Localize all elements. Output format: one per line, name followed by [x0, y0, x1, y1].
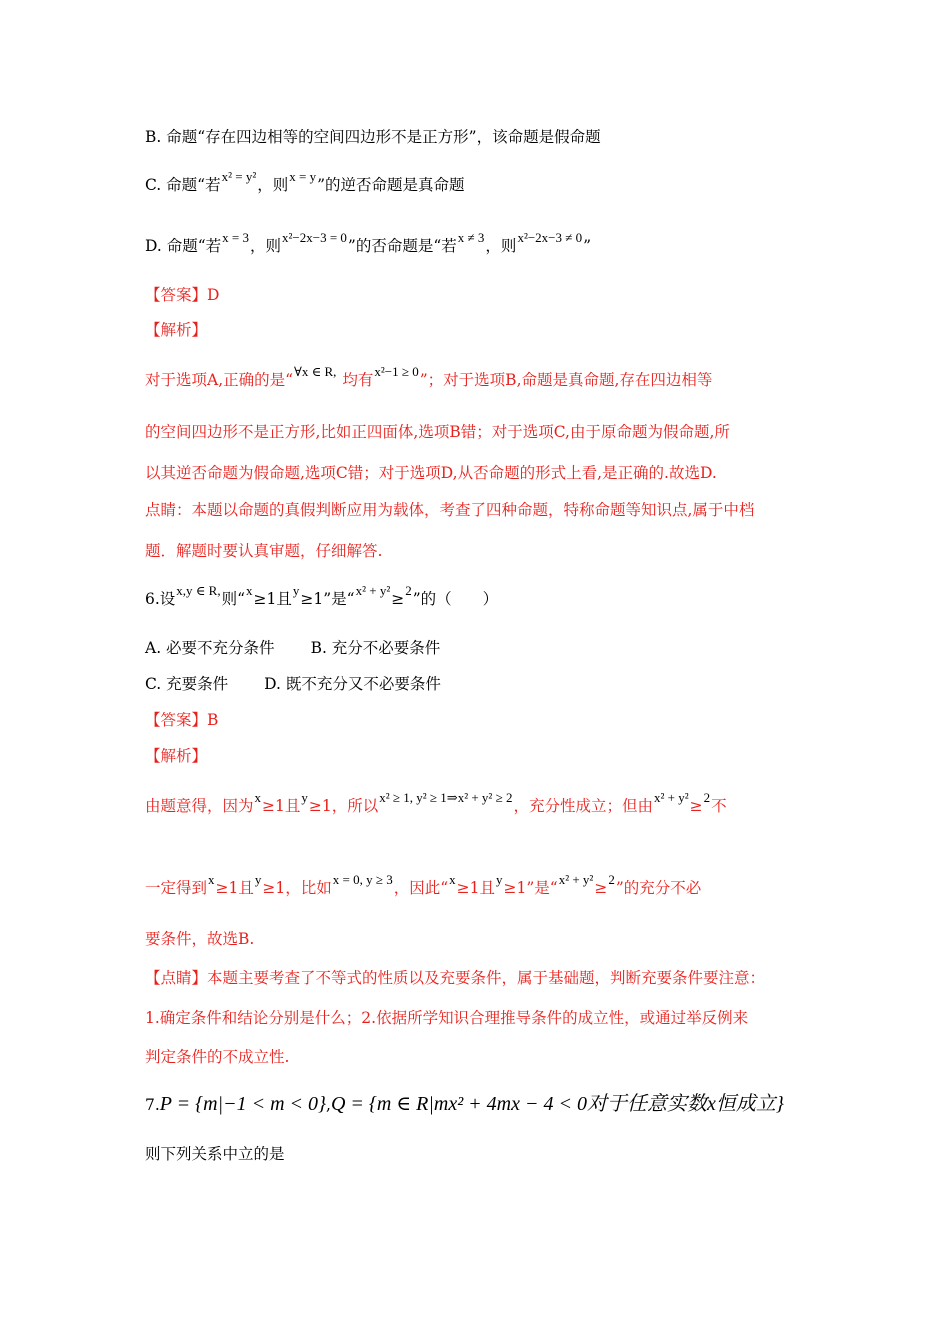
- text: ”的（ ）: [412, 590, 499, 608]
- text: ≥1”是“: [300, 590, 355, 608]
- math-formula: x: [246, 583, 253, 598]
- text: ≥: [594, 879, 608, 897]
- q6-option-a: A. 必要不充分条件: [145, 639, 275, 657]
- q6-answer: 【答案】B: [145, 711, 219, 729]
- text: 均有: [337, 371, 374, 389]
- text: C. 命题“若: [145, 176, 221, 194]
- math-formula: x: [449, 872, 456, 887]
- q5-analysis-line-2: 的空间四边形不是正方形,比如正四面体,选项B错；对于选项C,由于原命题为假命题,所: [145, 423, 730, 441]
- q5-answer: 【答案】D: [145, 286, 220, 304]
- text: ，则: [257, 176, 289, 194]
- math-formula: 2: [405, 583, 412, 598]
- text: ≥: [689, 797, 703, 815]
- text: 一定得到: [145, 879, 208, 897]
- q5-option-b: B. 命题“存在四边相等的空间四边形不是正方形”，该命题是假命题: [145, 128, 601, 146]
- math-formula: x,y ∈ R,: [176, 583, 221, 598]
- text: ，充分性成立；但由: [513, 797, 653, 815]
- q5-analysis-line-3: 以其逆否命题为假命题,选项C错；对于选项D,从否命题的形式上看,是正确的.故选D.: [145, 464, 717, 482]
- q6-comment-1: 【点睛】本题主要考查了不等式的性质以及充要条件，属于基础题，判断充要条件要注意：: [145, 969, 766, 987]
- math-formula: y: [496, 872, 503, 887]
- q5-comment-2: 题．解题时要认真审题，仔细解答.: [145, 542, 383, 560]
- text: ，因此“: [393, 879, 449, 897]
- math-formula: y: [254, 872, 262, 887]
- math-formula: y: [292, 583, 300, 598]
- text: ，则: [250, 237, 282, 255]
- q6-analysis-line-1: [145, 790, 727, 817]
- set-p-formula: P = {m|−1 < m < 0}: [159, 1093, 327, 1115]
- math-formula: x: [208, 872, 215, 887]
- text: ≥: [391, 590, 405, 608]
- text: ”: [583, 237, 592, 255]
- math-formula: x ≠ 3: [457, 230, 485, 245]
- text: ≥1”是“: [503, 879, 558, 897]
- math-formula: x = y: [289, 169, 317, 184]
- text: 则“: [221, 590, 246, 608]
- q6-analysis-title: 【解析】: [145, 747, 208, 765]
- text: ≥1，所以: [308, 797, 379, 815]
- q6-analysis-line-2: [145, 872, 702, 899]
- q7-stem: 则下列关系中立的是: [145, 1145, 285, 1163]
- text: ≥1且: [215, 879, 254, 897]
- text: 对于选项A,正确的是“: [145, 371, 294, 389]
- math-formula: x² + y²: [558, 872, 594, 887]
- q6-options-row-2: [145, 674, 441, 694]
- text: 6.设: [145, 590, 176, 608]
- q6-option-c: C. 充要条件: [145, 675, 229, 693]
- text: ”；对于选项B,命题是真命题,存在四边相等: [419, 371, 713, 389]
- math-formula: 2: [703, 790, 711, 805]
- math-formula: x²−1 ≥ 0: [374, 364, 419, 379]
- q6-options-row-1: [145, 638, 440, 658]
- text: ≥1且: [262, 797, 301, 815]
- text: ”的逆否命题是真命题: [317, 176, 465, 194]
- math-formula: x: [254, 790, 262, 805]
- text: ≥1，比如: [262, 879, 332, 897]
- math-formula: x = 3: [222, 230, 249, 245]
- math-formula: x² + y²: [653, 790, 689, 805]
- math-formula: x²−2x−3 ≠ 0: [517, 230, 583, 245]
- math-formula: 2: [608, 872, 615, 887]
- text: ≥1且: [456, 879, 495, 897]
- math-formula: y: [301, 790, 308, 805]
- q7-sets: [145, 1094, 784, 1115]
- q5-analysis-title: 【解析】: [145, 321, 208, 339]
- math-formula: x²−2x−3 = 0: [282, 230, 347, 245]
- q6-comment-2: 1.确定条件和结论分别是什么；2.依据所学知识合理推导条件的成立性，或通过举反例来: [145, 1009, 749, 1027]
- q6-option-b: B. 充分不必要条件: [310, 639, 441, 657]
- text: ，则: [485, 237, 517, 255]
- q6-stem: [145, 583, 499, 610]
- text: 由题意得，因为: [145, 797, 254, 815]
- set-q-formula: Q = {m ∈ R|mx² + 4mx − 4 < 0对于任意实数x恒成立}: [330, 1093, 784, 1115]
- text: D. 命题“若: [145, 237, 222, 255]
- text: ,: [326, 1096, 331, 1114]
- q5-analysis-line-1: [145, 364, 713, 391]
- math-formula: x² ≥ 1, y² ≥ 1⇒x² + y² ≥ 2: [379, 790, 513, 805]
- math-formula: ∀x ∈ R,: [294, 364, 337, 379]
- q6-comment-3: 判定条件的不成立性.: [145, 1048, 290, 1066]
- q5-option-c: [145, 169, 465, 196]
- math-formula: x² = y²: [221, 169, 257, 184]
- math-formula: x = 0, y ≥ 3: [332, 872, 393, 887]
- text: ≥1且: [253, 590, 292, 608]
- text: ”的充分不必: [615, 879, 702, 897]
- q6-analysis-line-3: 要条件，故选B.: [145, 930, 255, 948]
- text: 不: [711, 797, 727, 815]
- math-formula: x² + y²: [355, 583, 391, 598]
- question-number: 7.: [145, 1096, 160, 1114]
- q6-option-d: D. 既不充分又不必要条件: [264, 675, 441, 693]
- text: ”的否命题是“若: [347, 237, 457, 255]
- q5-option-d: [145, 230, 592, 257]
- q5-comment-1: 点睛：本题以命题的真假判断应用为载体，考查了四种命题，特称命题等知识点,属于中档: [145, 501, 755, 519]
